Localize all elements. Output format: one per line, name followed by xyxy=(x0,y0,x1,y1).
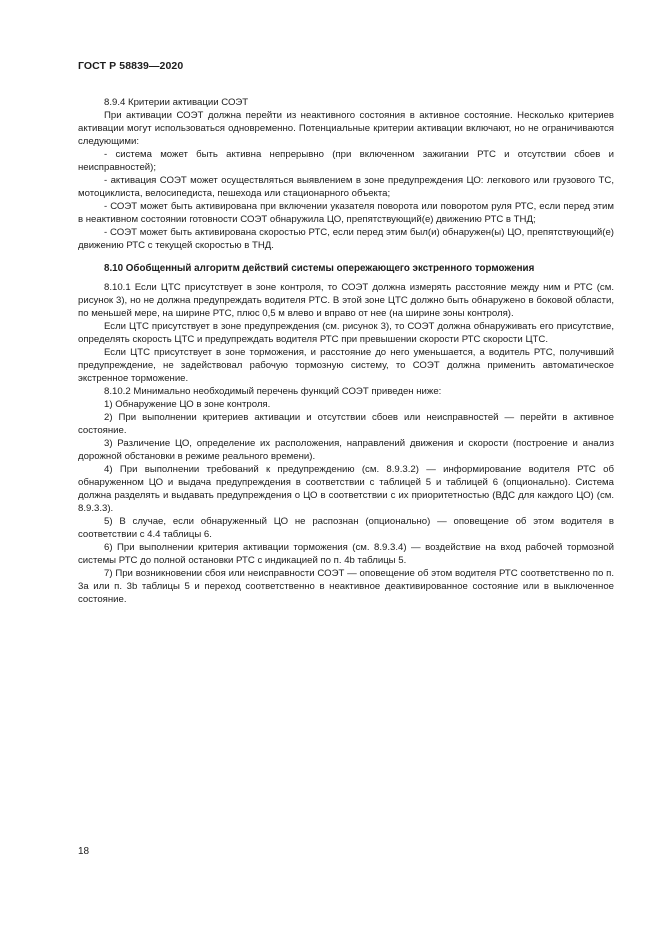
function-item: 5) В случае, если обнаруженный ЦО не распознан (опционально) — оповещение об этом водителя в соответствии с 4.4 таблицы 6. xyxy=(78,516,614,540)
paragraph-warning-zone: Если ЦТС присутствует в зоне предупреждения (см. рисунок 3), то СОЭТ должна обнаруживать его присутствие, определять скорость ЦТС и предупреждать водителя РТС при превышении скорости РТС скорости ЦТС. xyxy=(78,321,614,345)
function-item: 2) При выполнении критериев активации и отсутствии сбоев или неисправностей — перейти в активное состояние. xyxy=(78,412,614,436)
function-item: 7) При возникновении сбоя или неисправности СОЭТ — оповещение об этом водителя РТС соответственно по п. 3a или п. 3b таблицы 5 и переход соответственно в неактивное деактивированное состояние или в выключенное состояние. xyxy=(78,568,614,605)
page-number: 18 xyxy=(78,846,90,857)
section-8-10-heading: 8.10 Обобщенный алгоритм действий системы опережающего экстренного торможения xyxy=(104,263,535,274)
function-item: 1) Обнаружение ЦО в зоне контроля. xyxy=(104,399,271,410)
document-header: ГОСТ Р 58839—2020 xyxy=(78,60,184,72)
criteria-item: - СОЭТ может быть активирована скоростью РТС, если перед этим был(и) обнаружен(ы) ЦО, препятствующий(е) движению РТС с текущей скоростью в ТНД. xyxy=(78,227,614,251)
criteria-item: - СОЭТ может быть активирована при включении указателя поворота или поворотом руля РТС, если перед этим в неактивном состоянии готовности СОЭТ обнаружила ЦО, препятствующий(е) движению РТС в ТНД; xyxy=(78,201,614,225)
function-item: 3) Различение ЦО, определение их расположения, направлений движения и скорости (построение и анализ дорожной обстановки в режиме реального времени). xyxy=(78,438,614,462)
page-content xyxy=(78,96,614,606)
function-item: 6) При выполнении критерия активации торможения (см. 8.9.3.4) — воздействие на вход рабочей тормозной системы РТС до полной остановки РТС с индикацией по п. 4b таблицы 5. xyxy=(78,542,614,566)
paragraph-braking-zone: Если ЦТС присутствует в зоне торможения, и расстояние до него уменьшается, а водитель РТС, получивший предупреждение, не задействовал рабочую тормозную систему, то СОЭТ должна применить автоматическое экстренное торможение. xyxy=(78,347,614,384)
function-item: 4) При выполнении требований к предупреждению (см. 8.9.3.2) — информирование водителя РТС об обнаруженном ЦО и выдача предупреждения в соответствии с таблицей 5 и таблицей 6 (опционально). Система должна разделять и выдавать предупреждения о ЦО в соответствии с их приоритетностью (ВДС для каждого ЦО) (см. 8.9.3.3). xyxy=(78,464,614,514)
criteria-item: - система может быть активна непрерывно (при включенном зажигании РТС и отсутствии сбоев и неисправностей); xyxy=(78,149,614,173)
paragraph-8-10-2: 8.10.2 Минимально необходимый перечень функций СОЭТ приведен ниже: xyxy=(104,386,442,397)
section-8-9-4-title: 8.9.4 Критерии активации СОЭТ xyxy=(104,97,249,108)
section-8-9-4-intro: При активации СОЭТ должна перейти из неактивного состояния в активное состояние. Несколько критериев активации могут использоваться одновременно. Потенциальные критерии активации включают, но не ограничиваются следующими: xyxy=(78,110,614,147)
paragraph-8-10-1: 8.10.1 Если ЦТС присутствует в зоне контроля, то СОЭТ должна измерять расстояние между ним и РТС (см. рисунок 3), но не должна предупреждать водителя РТС. В этой зоне ЦТС должно быть обнаружено в боковой области, по меньшей мере, на ширине РТС, плюс 0,5 м влево и вправо от нее (на ширине зоны контроля). xyxy=(78,282,614,319)
criteria-item: - активация СОЭТ может осуществляться выявлением в зоне предупреждения ЦО: легкового или грузового ТС, мотоциклиста, велосипедиста, пешехода или стационарного объекта; xyxy=(78,175,614,199)
